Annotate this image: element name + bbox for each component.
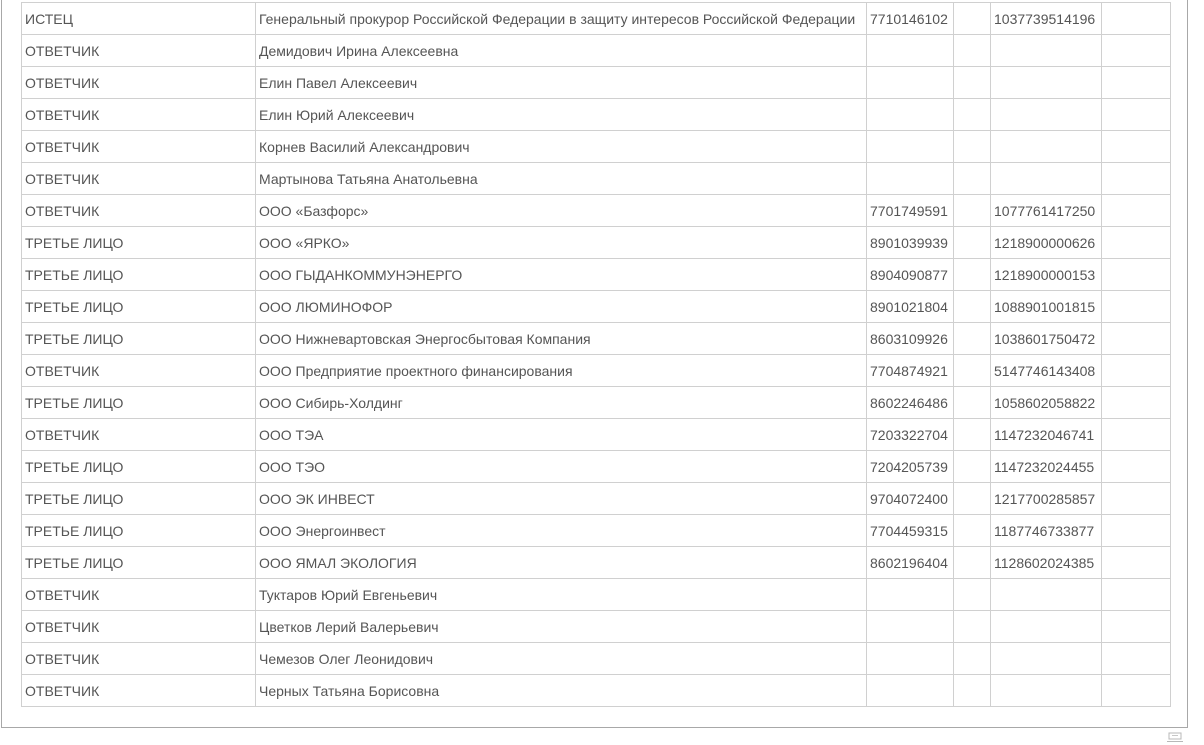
participant-name-cell: ООО Сибирь-Холдинг [256,387,867,419]
participant-name-cell: Цветков Лерий Валерьевич [256,611,867,643]
participant-kpp-cell [954,547,991,579]
participant-extra-cell [1102,643,1171,675]
participant-kpp-cell [954,611,991,643]
participant-role-cell: ТРЕТЬЕ ЛИЦО [22,483,256,515]
table-row [22,67,1171,99]
participant-name-cell: Демидович Ирина Алексеевна [256,35,867,67]
participant-role-cell: ОТВЕТЧИК [22,643,256,675]
participant-name-cell: ООО ТЭО [256,451,867,483]
participant-role-cell: ТРЕТЬЕ ЛИЦО [22,547,256,579]
participant-ogrn-cell: 1037739514196 [991,3,1102,35]
table-row [22,259,1171,291]
participant-kpp-cell [954,483,991,515]
participant-inn-cell: 8901021804 [867,291,954,323]
participant-inn-cell: 8602246486 [867,387,954,419]
participant-inn-cell [867,675,954,707]
participant-extra-cell [1102,387,1171,419]
participant-inn-cell [867,35,954,67]
participant-extra-cell [1102,675,1171,707]
participant-kpp-cell [954,643,991,675]
participant-inn-cell: 8603109926 [867,323,954,355]
participant-kpp-cell [954,387,991,419]
table-row [22,227,1171,259]
participant-inn-cell [867,163,954,195]
participants-table-body [22,3,1171,707]
participant-inn-cell: 7203322704 [867,419,954,451]
participants-panel [1,0,1188,728]
participant-extra-cell [1102,579,1171,611]
participant-role-cell: ОТВЕТЧИК [22,419,256,451]
participant-ogrn-cell: 1217700285857 [991,483,1102,515]
participant-ogrn-cell [991,163,1102,195]
participant-name-cell: ООО ГЫДАНКОММУНЭНЕРГО [256,259,867,291]
participant-kpp-cell [954,67,991,99]
participant-ogrn-cell [991,675,1102,707]
participant-name-cell: ООО ТЭА [256,419,867,451]
participant-inn-cell: 8901039939 [867,227,954,259]
table-row [22,355,1171,387]
participant-role-cell: ОТВЕТЧИК [22,99,256,131]
participant-ogrn-cell: 1187746733877 [991,515,1102,547]
participant-extra-cell [1102,355,1171,387]
participant-ogrn-cell: 1128602024385 [991,547,1102,579]
participant-kpp-cell [954,675,991,707]
participant-inn-cell [867,99,954,131]
participant-name-cell: ООО Энергоинвест [256,515,867,547]
participant-name-cell: Туктаров Юрий Евгеньевич [256,579,867,611]
participant-role-cell: ТРЕТЬЕ ЛИЦО [22,387,256,419]
participant-inn-cell: 8904090877 [867,259,954,291]
participant-name-cell: ООО ЯМАЛ ЭКОЛОГИЯ [256,547,867,579]
participant-ogrn-cell: 1077761417250 [991,195,1102,227]
participant-kpp-cell [954,291,991,323]
participant-role-cell: ТРЕТЬЕ ЛИЦО [22,291,256,323]
table-row [22,451,1171,483]
participant-kpp-cell [954,419,991,451]
participant-extra-cell [1102,227,1171,259]
participant-role-cell: ОТВЕТЧИК [22,35,256,67]
participant-extra-cell [1102,323,1171,355]
participant-inn-cell: 8602196404 [867,547,954,579]
participant-inn-cell: 7204205739 [867,451,954,483]
participant-name-cell: Черных Татьяна Борисовна [256,675,867,707]
participant-ogrn-cell [991,131,1102,163]
participant-extra-cell [1102,547,1171,579]
table-row [22,611,1171,643]
participant-extra-cell [1102,131,1171,163]
participant-role-cell: ТРЕТЬЕ ЛИЦО [22,451,256,483]
table-row [22,195,1171,227]
participant-kpp-cell [954,195,991,227]
participant-kpp-cell [954,3,991,35]
table-row [22,675,1171,707]
participant-role-cell: ОТВЕТЧИК [22,675,256,707]
participant-inn-cell [867,611,954,643]
participant-name-cell: ООО «ЯРКО» [256,227,867,259]
participant-role-cell: ТРЕТЬЕ ЛИЦО [22,515,256,547]
participant-extra-cell [1102,515,1171,547]
resize-grip-icon [1166,731,1184,743]
participant-ogrn-cell [991,99,1102,131]
participant-role-cell: ОТВЕТЧИК [22,611,256,643]
participant-inn-cell: 7704459315 [867,515,954,547]
participant-ogrn-cell: 1218900000626 [991,227,1102,259]
participant-ogrn-cell: 1147232046741 [991,419,1102,451]
participant-kpp-cell [954,163,991,195]
participant-role-cell: ОТВЕТЧИК [22,163,256,195]
table-row [22,547,1171,579]
participant-ogrn-cell [991,67,1102,99]
table-row [22,131,1171,163]
participant-extra-cell [1102,259,1171,291]
participant-name-cell: ООО ЭК ИНВЕСТ [256,483,867,515]
participant-name-cell: Корнев Василий Александрович [256,131,867,163]
participant-ogrn-cell: 1218900000153 [991,259,1102,291]
participant-role-cell: ТРЕТЬЕ ЛИЦО [22,323,256,355]
participant-name-cell: ООО Предприятие проектного финансирования [256,355,867,387]
participant-role-cell: ОТВЕТЧИК [22,579,256,611]
participant-kpp-cell [954,99,991,131]
table-row [22,3,1171,35]
participant-kpp-cell [954,259,991,291]
participant-kpp-cell [954,451,991,483]
participant-name-cell: ООО «Базфорс» [256,195,867,227]
participant-extra-cell [1102,67,1171,99]
participant-inn-cell [867,643,954,675]
participant-extra-cell [1102,99,1171,131]
table-row [22,35,1171,67]
participant-inn-cell: 7701749591 [867,195,954,227]
participant-ogrn-cell [991,35,1102,67]
participant-role-cell: ТРЕТЬЕ ЛИЦО [22,259,256,291]
participant-kpp-cell [954,579,991,611]
participants-table [21,2,1171,707]
table-row [22,387,1171,419]
participant-inn-cell: 9704072400 [867,483,954,515]
table-row [22,579,1171,611]
participant-role-cell: ОТВЕТЧИК [22,67,256,99]
participant-extra-cell [1102,483,1171,515]
participant-inn-cell [867,67,954,99]
participant-extra-cell [1102,451,1171,483]
participant-kpp-cell [954,227,991,259]
participant-ogrn-cell [991,611,1102,643]
participant-extra-cell [1102,195,1171,227]
participant-ogrn-cell: 1147232024455 [991,451,1102,483]
participant-role-cell: ОТВЕТЧИК [22,355,256,387]
participant-kpp-cell [954,355,991,387]
participant-name-cell: Генеральный прокурор Российской Федерации в защиту интересов Российской Федерации [256,3,867,35]
participant-extra-cell [1102,35,1171,67]
participant-kpp-cell [954,515,991,547]
participant-role-cell: ИСТЕЦ [22,3,256,35]
participant-ogrn-cell: 1038601750472 [991,323,1102,355]
table-row [22,419,1171,451]
participant-role-cell: ОТВЕТЧИК [22,131,256,163]
participant-inn-cell [867,131,954,163]
table-row [22,643,1171,675]
participant-ogrn-cell: 1058602058822 [991,387,1102,419]
participant-name-cell: Мартынова Татьяна Анатольевна [256,163,867,195]
participant-kpp-cell [954,35,991,67]
participant-ogrn-cell: 1088901001815 [991,291,1102,323]
participant-name-cell: ООО Нижневартовская Энергосбытовая Компания [256,323,867,355]
participant-kpp-cell [954,131,991,163]
table-row [22,163,1171,195]
participant-kpp-cell [954,323,991,355]
participant-ogrn-cell: 5147746143408 [991,355,1102,387]
participant-extra-cell [1102,611,1171,643]
participant-extra-cell [1102,291,1171,323]
table-row [22,99,1171,131]
participant-inn-cell: 7710146102 [867,3,954,35]
table-row [22,515,1171,547]
participant-extra-cell [1102,163,1171,195]
table-row [22,323,1171,355]
participant-name-cell: Елин Павел Алексеевич [256,67,867,99]
participant-name-cell: Елин Юрий Алексеевич [256,99,867,131]
participant-ogrn-cell [991,643,1102,675]
participant-extra-cell [1102,3,1171,35]
table-row [22,483,1171,515]
participant-role-cell: ОТВЕТЧИК [22,195,256,227]
participant-extra-cell [1102,419,1171,451]
participant-inn-cell [867,579,954,611]
table-row [22,291,1171,323]
participant-inn-cell: 7704874921 [867,355,954,387]
participant-ogrn-cell [991,579,1102,611]
participant-name-cell: Чемезов Олег Леонидович [256,643,867,675]
participant-name-cell: ООО ЛЮМИНОФОР [256,291,867,323]
participant-role-cell: ТРЕТЬЕ ЛИЦО [22,227,256,259]
